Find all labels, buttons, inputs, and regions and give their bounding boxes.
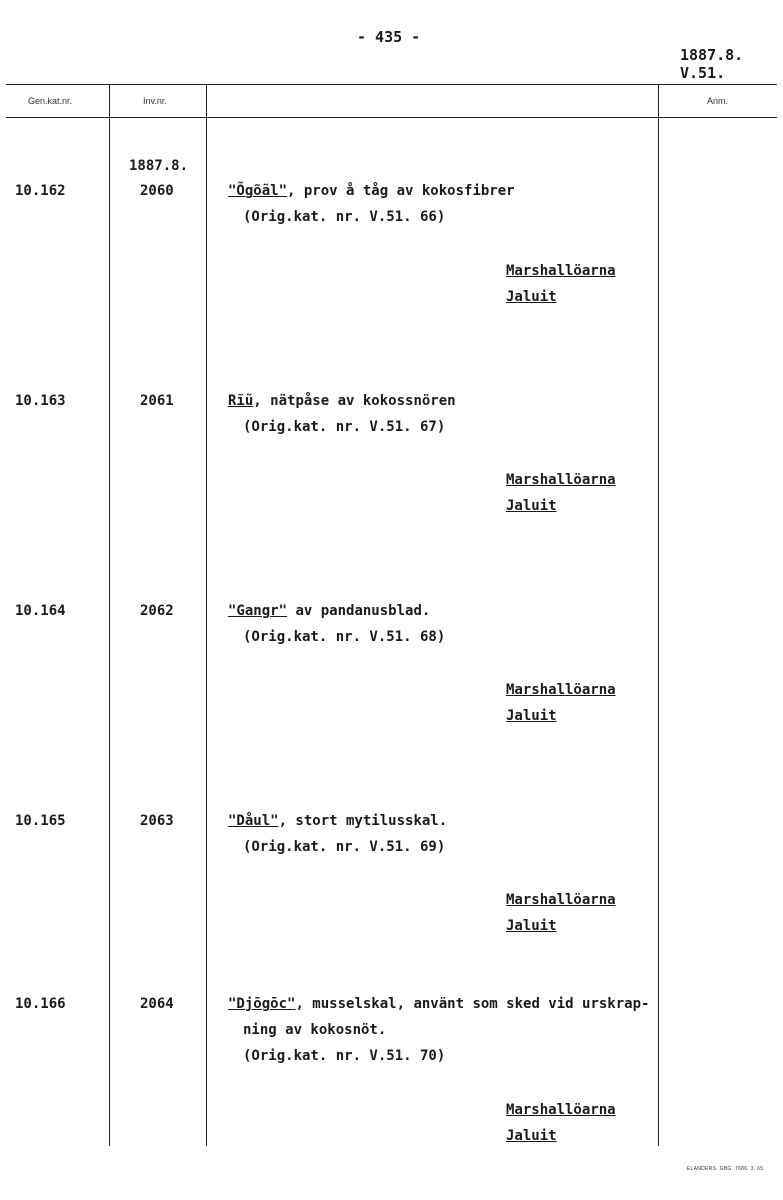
place-label: Jaluit (506, 918, 557, 934)
column-divider-gen (109, 84, 110, 1146)
gen-kat-nr: 10.163 (15, 393, 66, 409)
item-desc: , musselskal, använt som sked vid urskrap- (295, 996, 650, 1012)
place-label: Jaluit (506, 708, 557, 724)
region-label: Marshallöarna (506, 892, 616, 908)
column-header-gen-kat-nr: Gen.kat.nr. (28, 96, 73, 106)
column-header-anm: Anm. (707, 96, 729, 106)
entry-description (228, 178, 515, 204)
inventory-year-label: 1887.8. (129, 158, 189, 174)
item-name: "Õgõãl" (228, 183, 288, 199)
entry-description (228, 598, 430, 624)
item-name: "Djōgōc" (228, 996, 296, 1012)
item-desc: av pandanusblad. (287, 603, 431, 619)
gen-kat-nr: 10.164 (15, 603, 66, 619)
inv-nr: 2061 (140, 393, 174, 409)
header-top-rule (6, 84, 777, 85)
page-number: - 435 - (357, 28, 421, 46)
orig-kat-ref: (Orig.kat. nr. V.51. 69) (243, 839, 446, 855)
column-divider-inv (206, 84, 207, 1146)
inv-nr: 2063 (140, 813, 174, 829)
item-name: "Gangr" (228, 603, 288, 619)
entry-description (228, 991, 649, 1017)
orig-kat-ref: (Orig.kat. nr. V.51. 66) (243, 209, 446, 225)
region-label: Marshallöarna (506, 472, 616, 488)
catalogue-series: V.51. (680, 64, 726, 82)
orig-kat-ref: (Orig.kat. nr. V.51. 70) (243, 1048, 446, 1064)
inv-nr: 2064 (140, 996, 174, 1012)
item-desc: , nätpåse av kokossnören (253, 393, 456, 409)
item-name: Rĩũ (228, 393, 254, 409)
gen-kat-nr: 10.165 (15, 813, 66, 829)
entry-description (228, 388, 456, 414)
item-desc: , prov å tåg av kokosfibrer (287, 183, 515, 199)
region-label: Marshallöarna (506, 682, 616, 698)
header-bottom-rule (6, 117, 777, 118)
region-label: Marshallöarna (506, 1102, 616, 1118)
entry-description (228, 808, 447, 834)
entry-description-continued: ning av kokosnöt. (243, 1022, 387, 1038)
region-label: Marshallöarna (506, 263, 616, 279)
orig-kat-ref: (Orig.kat. nr. V.51. 67) (243, 419, 446, 435)
orig-kat-ref: (Orig.kat. nr. V.51. 68) (243, 629, 446, 645)
inv-nr: 2060 (140, 183, 174, 199)
place-label: Jaluit (506, 498, 557, 514)
column-divider-anm (658, 84, 659, 1146)
inv-nr: 2062 (140, 603, 174, 619)
gen-kat-nr: 10.162 (15, 183, 66, 199)
item-name: "Dåul" (228, 813, 279, 829)
item-desc: , stort mytilusskal. (278, 813, 448, 829)
place-label: Jaluit (506, 1128, 557, 1144)
column-header-inv-nr: Inv.nr. (143, 96, 167, 106)
catalogue-header (680, 46, 743, 82)
printer-imprint: ELANDERS. GBG. 7686. 3. 65. (686, 1166, 765, 1172)
place-label: Jaluit (506, 289, 557, 305)
catalogue-year: 1887.8. (680, 46, 744, 64)
gen-kat-nr: 10.166 (15, 996, 66, 1012)
